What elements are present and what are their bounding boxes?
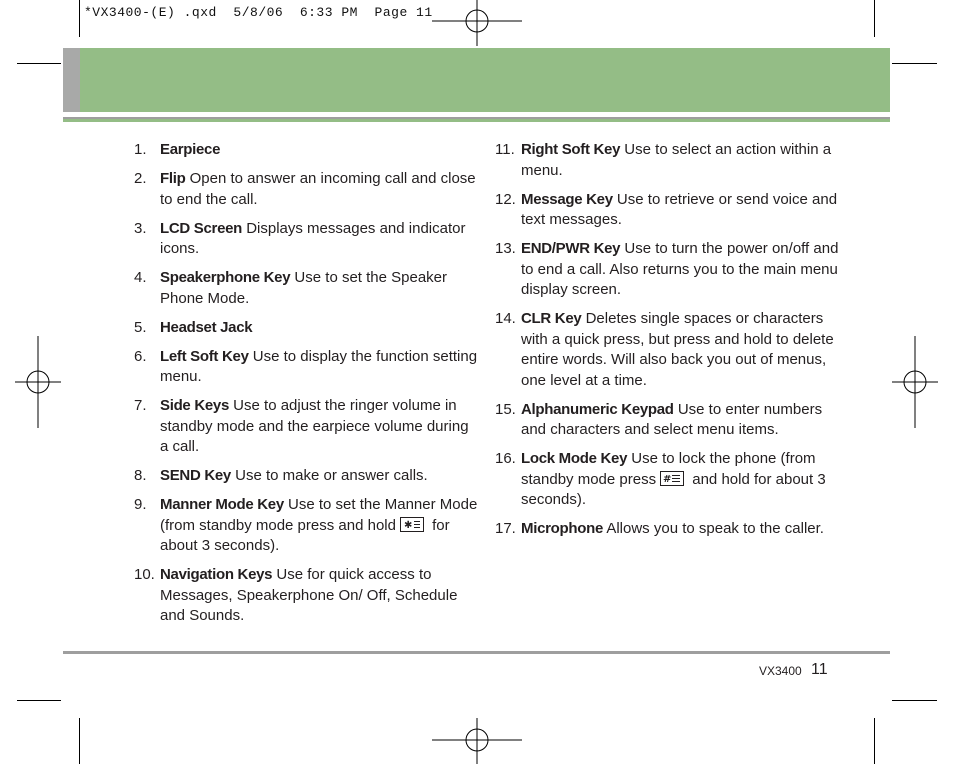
item-description: Use to make or answer calls. xyxy=(230,467,428,484)
print-slug: *VX3400-(E) .qxd 5/8/06 6:33 PM Page 11 xyxy=(84,5,433,20)
registration-mark-icon xyxy=(892,336,938,428)
page-number: 11 xyxy=(811,661,828,678)
item-term: Message Key xyxy=(521,190,613,208)
item-number: 11. xyxy=(495,141,515,158)
item-term: LCD Screen xyxy=(160,219,243,237)
item-description: Use to display the function setting menu. xyxy=(160,347,478,385)
item-description: Use to select an action within a menu. xyxy=(521,141,832,179)
item-term: Side Keys xyxy=(160,397,230,414)
item-number: 16. xyxy=(495,450,516,467)
item-term: Navigation Keys xyxy=(160,566,273,583)
list-item xyxy=(134,268,479,309)
item-description: Allows you to speak to the caller. xyxy=(603,520,824,537)
item-description: Use to lock the phone (from standby mode press xyxy=(521,450,816,488)
list-item xyxy=(495,400,845,441)
list-item xyxy=(495,449,845,511)
list-item xyxy=(495,239,845,301)
item-number: 5. xyxy=(134,318,147,336)
registration-mark-icon xyxy=(432,718,522,764)
item-term: CLR Key xyxy=(521,310,582,327)
registration-mark-icon xyxy=(15,336,61,428)
item-term: Lock Mode Key xyxy=(521,450,628,467)
item-term: Manner Mode Key xyxy=(160,496,284,513)
item-term: Left Soft Key xyxy=(160,347,249,365)
item-term: Headset Jack xyxy=(160,318,253,336)
list-item xyxy=(495,190,845,231)
item-number: 9. xyxy=(134,496,147,513)
footer-model-name: VX3400 xyxy=(759,664,802,678)
star-key-icon xyxy=(400,517,424,532)
pound-key-icon xyxy=(660,471,684,486)
item-number: 15. xyxy=(495,400,516,418)
item-term: Speakerphone Key xyxy=(160,269,291,286)
item-number: 10. xyxy=(134,566,155,583)
item-number: 4. xyxy=(134,269,147,286)
item-description: Open to answer an incoming call and close to end the call. xyxy=(160,170,476,208)
item-term: END/PWR Key xyxy=(521,240,621,257)
item-number: 14. xyxy=(495,310,516,327)
item-description: Use to adjust the ringer volume in standby mode and the earpiece volume during a call. xyxy=(160,397,469,455)
list-item xyxy=(134,495,479,557)
svg-text:#: # xyxy=(663,474,672,486)
crop-mark xyxy=(874,718,875,764)
item-term: Flip xyxy=(160,170,186,187)
item-description: Use for quick access to Messages, Speakerphone On/ Off, Schedule and Sounds. xyxy=(160,566,458,624)
footer-rule xyxy=(63,651,890,654)
item-description: Use to turn the power on/off and to end a call. Also returns you to the main menu display screen. xyxy=(521,240,839,298)
left-column xyxy=(134,140,479,635)
item-description-continued: and hold for about 3 seconds). xyxy=(521,470,826,508)
list-item xyxy=(134,140,479,161)
item-number: 8. xyxy=(134,467,147,484)
item-number: 17. xyxy=(495,520,516,537)
item-description: Displays messages and indicator icons. xyxy=(160,219,466,257)
list-item xyxy=(134,347,479,388)
crop-mark xyxy=(892,63,937,64)
item-number: 2. xyxy=(134,170,147,187)
crop-mark xyxy=(874,0,875,37)
item-number: 3. xyxy=(134,219,147,237)
item-number: 1. xyxy=(134,141,147,158)
item-description: Deletes single spaces or characters with a quick press, but press and hold to delete entire words. Will also back you out of menus, one level at a time. xyxy=(521,310,834,389)
item-description: Use to set the Manner Mode (from standby mode press and hold xyxy=(160,496,478,534)
item-description: Use to enter numbers and characters and select menu items. xyxy=(521,400,823,438)
list-item xyxy=(495,519,845,540)
list-item xyxy=(134,466,479,487)
crop-mark xyxy=(79,0,80,37)
crop-mark xyxy=(892,700,937,701)
item-number: 7. xyxy=(134,397,147,414)
right-column xyxy=(495,140,845,548)
list-item xyxy=(134,565,479,627)
list-item xyxy=(134,396,479,458)
item-number: 13. xyxy=(495,240,516,257)
item-number: 6. xyxy=(134,347,147,365)
registration-mark-icon xyxy=(432,0,522,46)
list-item xyxy=(495,140,845,181)
svg-text:✱: ✱ xyxy=(403,520,413,532)
item-term: SEND Key xyxy=(160,467,231,484)
header-banner xyxy=(80,48,890,112)
item-description: Use to retrieve or send voice and text messages. xyxy=(521,190,838,228)
item-term: Earpiece xyxy=(160,141,221,158)
list-item xyxy=(134,169,479,210)
item-description-continued: for about 3 seconds). xyxy=(160,516,450,554)
item-term: Right Soft Key xyxy=(521,141,621,158)
list-item xyxy=(495,309,845,391)
item-term: Alphanumeric Keypad xyxy=(521,400,674,418)
list-item xyxy=(134,318,479,339)
header-banner-tab xyxy=(63,48,80,112)
item-number: 12. xyxy=(495,190,516,208)
crop-mark xyxy=(17,63,61,64)
crop-mark xyxy=(79,718,80,764)
crop-mark xyxy=(17,700,61,701)
item-description: Use to set the Speaker Phone Mode. xyxy=(160,269,448,307)
list-item xyxy=(134,219,479,260)
item-term: Microphone xyxy=(521,520,603,537)
header-rule xyxy=(63,117,890,122)
